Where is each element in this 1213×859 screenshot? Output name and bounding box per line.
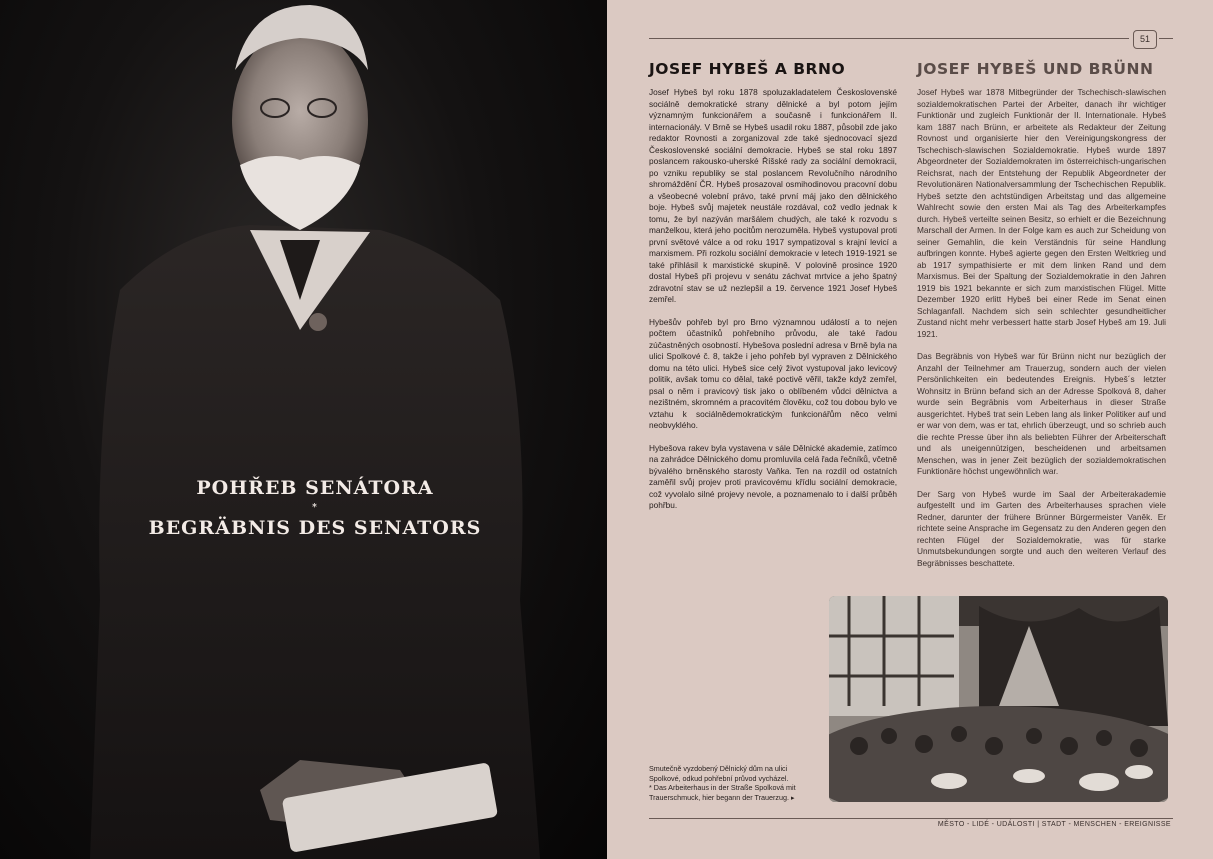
paragraph-cz-1: Josef Hybeš byl roku 1878 spoluzakladatelem Československé sociálně demokratické strany dělnické a byl potom jejím významným funkcionářem a současně i funkcionářem II. internacionály. V Brně se Hybeš usadil roku 1887, působil zde jako redaktor Rovnosti a zorganizoval zde také sjednocovací sjezd Československé sociální demokracie. Hybeš se stal roku 1897 poslancem rakousko-uherské Říšské rady za sociální demokracii, po vzniku republiky se stal poslancem Revolučního národního shromáždění ČR. Hybeš prosazoval osmihodinovou pracovní dobu a všeobecné volební právo, také první máj jako den dělnického boje. Hybeš svůj majetek neustále rozdával, což vedlo jednak k tomu, že byl nazýván maršálem chudých, ale také k rozvodu s manželkou, která jeho pocitům nerozuměla. Hybeš vystupoval proti první světové válce a od roku 1917 sympatizoval s krajní levicí a marxismem. Při rozkolu sociální demokracie v letech 1919-1921 se také přihlásil k marxistické skupině. V polovině prosince 1920 dostal Hybeš při projevu v senátu záchvat mrtvice a jeho špatný zdravotní stav se už nezlepšil a 19. července 1921 Josef Hybeš zemřel. bbox=[649, 87, 897, 304]
paragraph-de-1: Josef Hybeš war 1878 Mitbegründer der Tschechisch-slawischen sozialdemokratischen Partei der Arbeiter, danach ihr wichtiger Funktionär und zugleich Funktionär der II. Internationale. Hybeš kam 1887 nach Brünn, er arbeitete als Redakteur der Zeitung Rovnost und organisierte hier den Vereinigungskongress der Tschechisch-slawischen Sozialdemokratie. Hybeš wurde 1897 Abgeordneter der Sozialdemokraten im österreichisch-ungarischen Reichsrat, nach der Entstehung der Republik Abgeordneter der Revolutionären Nationalversammlung der Tschechischen Republik. Hybeš setzte den achtstündigen Arbeitstag und das allgemeine Wahlrecht sowie den ersten Mai als Tag des Arbeiterkampfes durch. Hybeš verteilte seinen Besitz, so erhielt er die Bezeichnung Marschall der Armen. In der Folge kam es auch zur Scheidung von seiner Gemahlin, die kein Verständnis für seine Handlung aufbringen konnte. Hybeš agierte gegen den Ersten Weltkrieg und ab 1917 sympathisierte er mit dem linken Rand und dem Marxismus. Bei der Spaltung der Sozialdemokratie in den Jahren 1919 bis 1921 bekannte er sich zum marxistischen Flügel. Mitte Dezember 1920 erlitt Hybeš bei einer Rede im Senat einen Schlaganfall. Nachdem sich sein schlechter gesundheitlicher Zustand nicht mehr verbessert hatte starb Josef Hybeš am 19. Juli 1921. bbox=[917, 87, 1166, 339]
top-rule-end bbox=[1159, 38, 1173, 39]
caption-cz: Smutečně vyzdobený Dělnický dům na ulici Spolkové, odkud pohřební průvod vycházel. bbox=[649, 764, 789, 783]
text-column-cz bbox=[649, 87, 897, 523]
page-number: 51 bbox=[1133, 30, 1157, 49]
top-rule bbox=[649, 38, 1129, 39]
heading-cz: JOSEF HYBEŠ A BRNO bbox=[649, 60, 846, 78]
paragraph-cz-2: Hybešův pohřeb byl pro Brno významnou událostí a to nejen počtem účastníků pohřebního průvodu, ale také řadou zúčastněných osobností. Hybešova poslední adresa v Brně byla na ulici Spolkové č. 8, takže i jeho pohřeb byl vypraven z Dělnického domu na této ulici. Hybeš sice celý život vystupoval jako levicový politik, avšak tomu co dělal, také poctivě věřil, takže když zemřel, psal o něm i pravicový tisk jako o oblíbeném vůdci dělnictva a nezištném, skromném a pracovitém člověku, což tou dobou bylo ve vztahu k sociálnědemokratickým funkcionářům něco velmi neobvyklého. bbox=[649, 316, 897, 430]
title-cz: POHŘEB SENÁTORA bbox=[196, 477, 434, 499]
paragraph-cz-3: Hybešova rakev byla vystavena v sále Dělnické akademie, zatímco na zahrádce Dělnického domu promluvila celá řada řečníků, včetně bývalého brněnského starosty Vaňka. Ten na rozdíl od ostatních zaměřil svůj projev proti pravicovému křídlu sociální demokracie, což vyvolalo silné projevy nevole, a poznamenalo to i další průběh pohřbu. bbox=[649, 442, 897, 510]
title-de: BEGRÄBNIS DES SENATORS bbox=[148, 517, 482, 539]
caption-arrow-icon: ▸ bbox=[790, 792, 795, 802]
paragraph-de-3: Der Sarg von Hybeš wurde im Saal der Arbeiterakademie aufgestellt und im Garten des Arbeiterhauses sprachen viele Redner, darunter der frühere Brünner Bürgermeister Vaněk. Er richtete seine Ansprache im Gegensatz zu den Anderen gegen den rechten Flügel der Sozialdemokratie, was für starke Unmutsbekundungen sorgte und auch den weiteren Verlauf des Begräbnisses beschattete. bbox=[917, 488, 1166, 568]
title-separator: * bbox=[312, 503, 318, 513]
caption-de bbox=[649, 783, 817, 802]
footer-text: MĚSTO - LIDÉ - UDÁLOSTI | STADT - MENSCHEN - EREIGNISSE bbox=[937, 821, 1171, 828]
caption-de-text: * Das Arbeiterhaus in der Straße Spolková mit Trauerschmuck, hier begann der Trauerzug. bbox=[649, 783, 796, 802]
funeral-photo bbox=[829, 596, 1168, 802]
text-column-de bbox=[917, 87, 1166, 580]
right-page bbox=[607, 0, 1213, 859]
photo-caption bbox=[649, 764, 817, 802]
bottom-rule bbox=[649, 818, 1173, 819]
paragraph-de-2: Das Begräbnis von Hybeš war für Brünn nicht nur bezüglich der Anzahl der Teilnehmer am Trauerzug, sondern auch der vielen Persönlichkeiten ein bedeutendes Ereignis. Hybeš´s letzter Wohnsitz in Brünn befand sich an der Adresse Spolková 8, daher wurde sein Begräbnis vom Arbeiterhaus in dieser Straße ausgerichtet. Hybeš trat sein Leben lang als linker Politiker auf und er war von dem, was er tat, ehrlich überzeugt, und so schrieb auch die rechte Presse über ihn als beliebten Führer der Arbeiterschaft und als uneigennützigen, bescheidenen und arbeitsamen Menschen, was in jener Zeit bezüglich der sozialdemokratischen Funktionäre höchst ungewöhnlich war. bbox=[917, 351, 1166, 476]
left-title-block bbox=[60, 476, 570, 540]
heading-de: JOSEF HYBEŠ UND BRÜNN bbox=[917, 60, 1154, 78]
